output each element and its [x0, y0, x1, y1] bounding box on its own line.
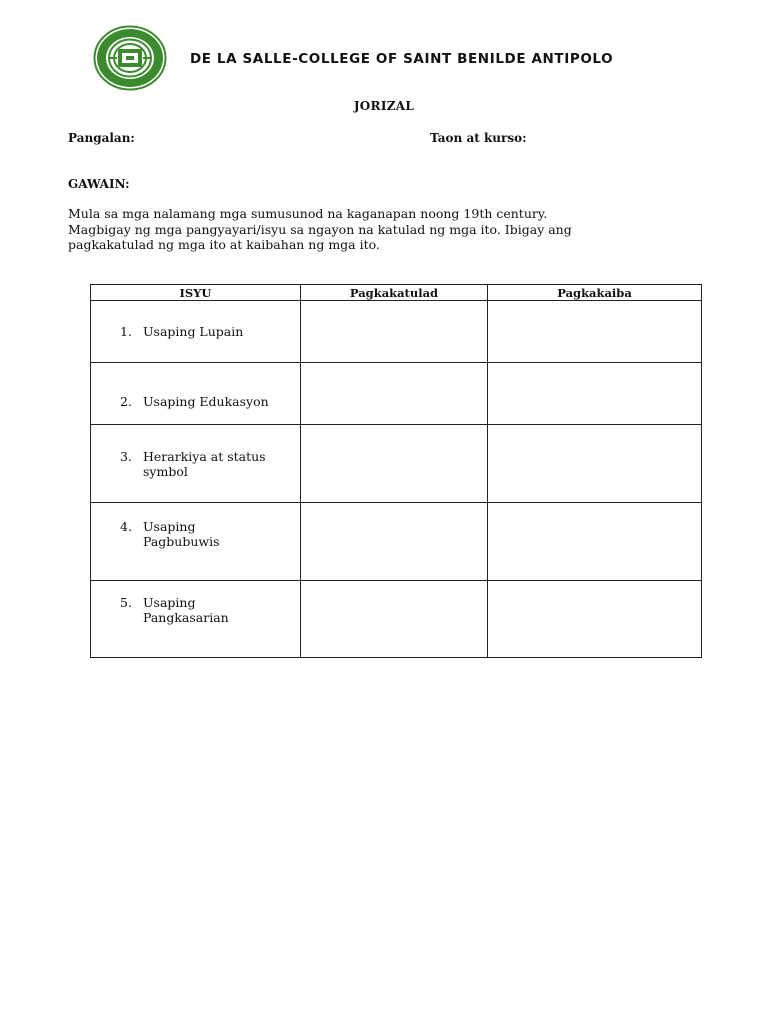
table-row [91, 425, 702, 503]
issue-number: 5. [120, 595, 132, 610]
table-row [91, 503, 702, 581]
issue-number: 2. [120, 394, 132, 409]
similarity-cell[interactable] [301, 425, 488, 503]
issue-line: symbol [143, 463, 188, 479]
difference-cell[interactable] [488, 503, 702, 581]
difference-cell[interactable] [488, 363, 702, 425]
name-field-label: Pangalan: [68, 131, 135, 145]
table-row [91, 301, 702, 363]
course-field-label: Taon at kurso: [430, 131, 527, 145]
issue-number: 1. [120, 324, 132, 339]
issue-text [143, 595, 294, 625]
column-header-pagkakaiba: Pagkakaiba [488, 285, 702, 301]
issue-line: Usaping [143, 518, 196, 534]
table-header-row [91, 285, 702, 301]
difference-cell[interactable] [488, 581, 702, 658]
issue-cell [91, 301, 301, 363]
similarity-cell[interactable] [301, 581, 488, 658]
issue-number: 3. [120, 448, 132, 464]
issue-text [143, 394, 294, 409]
task-instructions [68, 206, 708, 253]
school-name: DE LA SALLE-COLLEGE OF SAINT BENILDE ANTIPOLO [190, 51, 614, 67]
issue-line: Usaping Lupain [143, 324, 244, 339]
subject-title: JORIZAL [353, 99, 415, 113]
difference-cell[interactable] [488, 425, 702, 503]
difference-cell[interactable] [488, 301, 702, 363]
issue-cell [91, 363, 301, 425]
instruction-line: Magbigay ng mga pangyayari/isyu sa ngayon na katulad ng mga ito. Ibigay ang [68, 221, 572, 237]
school-seal-icon [93, 25, 167, 91]
task-label: GAWAIN: [68, 177, 130, 191]
issue-line: Pagbubuwis [143, 533, 220, 549]
issue-text [143, 449, 294, 479]
issue-line: Usaping Edukasyon [143, 394, 269, 409]
issue-text [143, 519, 294, 549]
instruction-line: Mula sa mga nalamang mga sumusunod na kaganapan noong 19th century. [68, 206, 548, 221]
issue-line: Usaping [143, 595, 196, 610]
issue-number: 4. [120, 518, 132, 534]
similarity-cell[interactable] [301, 363, 488, 425]
issue-cell [91, 581, 301, 658]
similarity-cell[interactable] [301, 503, 488, 581]
issue-cell [91, 503, 301, 581]
issue-cell [91, 425, 301, 503]
column-header-isyu: ISYU [91, 285, 301, 301]
issues-table [90, 284, 702, 658]
issue-line: Pangkasarian [143, 610, 229, 625]
similarity-cell[interactable] [301, 301, 488, 363]
column-header-pagkakatulad: Pagkakatulad [301, 285, 488, 301]
table-row [91, 581, 702, 658]
issue-line: Herarkiya at status [143, 448, 266, 464]
table-row [91, 363, 702, 425]
instruction-line: pagkakatulad ng mga ito at kaibahan ng mga ito. [68, 237, 380, 252]
issue-text [143, 324, 294, 339]
